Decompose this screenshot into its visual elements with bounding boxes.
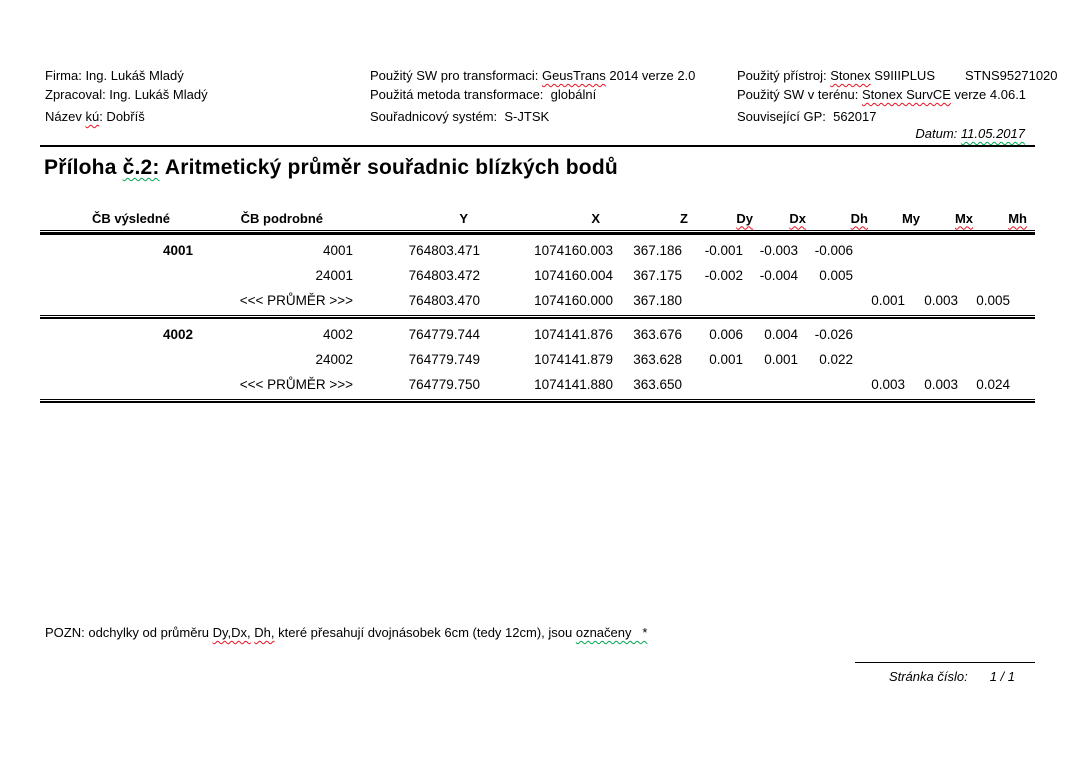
table-cell: -0.004: [759, 268, 798, 283]
table-cell: 1074141.880: [534, 377, 613, 392]
table-cell: 764779.744: [408, 327, 480, 342]
table-cell: 4001: [162, 243, 193, 258]
header-divider-rule: [40, 145, 1035, 147]
page-title: Příloha č.2: Aritmetický průměr souřadnic blízkých bodů: [44, 156, 618, 179]
souradnicovy-system-line: Souřadnicový systém: S-JTSK: [370, 109, 550, 124]
table-cell: 764803.472: [408, 268, 480, 283]
column-header: X: [591, 210, 600, 226]
table-row: [40, 238, 1035, 263]
pristroj-line: Použitý přístroj: Stonex S9IIIPLUS STNS95271020: [737, 68, 1058, 83]
table-cell: 1074160.003: [534, 243, 613, 258]
coordinates-table: [40, 207, 1035, 403]
point-group-4001: [40, 235, 1035, 315]
page-number-line: [889, 669, 1015, 684]
table-bottom-rule: [40, 399, 1035, 403]
table-cell: 764803.470: [408, 293, 480, 308]
table-cell: 4002: [322, 327, 353, 342]
table-cell: 4001: [322, 243, 353, 258]
table-cell: -0.006: [814, 243, 853, 258]
page-number-label: Stránka číslo:: [888, 669, 968, 684]
table-cell: 0.024: [976, 377, 1010, 392]
column-header: ČB výsledné: [91, 210, 170, 226]
table-row-average: [40, 288, 1035, 313]
table-cell: 0.001: [709, 352, 743, 367]
table-row: [40, 322, 1035, 347]
table-cell: 363.650: [633, 377, 682, 392]
header-instrument-block: [737, 66, 1058, 126]
table-header-row: [40, 207, 1035, 229]
point-group-4002: [40, 319, 1035, 399]
table-cell: 0.006: [709, 327, 743, 342]
zpracoval-line: Zpracoval: Ing. Lukáš Mladý: [45, 87, 208, 102]
column-header: Y: [459, 210, 468, 226]
metoda-line: Použitá metoda transformace: globální: [370, 87, 597, 102]
table-cell: 764779.749: [408, 352, 480, 367]
table-cell: 0.005: [976, 293, 1010, 308]
date-line: [915, 126, 1025, 141]
table-cell: 0.001: [764, 352, 798, 367]
table-cell: 0.005: [819, 268, 853, 283]
table-cell: 0.003: [924, 293, 958, 308]
column-header: Z: [680, 210, 688, 226]
footer-divider-rule: [855, 662, 1035, 663]
table-cell: -0.002: [704, 268, 743, 283]
column-header: ČB podrobné: [240, 210, 323, 226]
nazev-ku-line: Název kú: Dobříš: [45, 109, 145, 124]
table-cell: 367.180: [633, 293, 682, 308]
header-software-block: [370, 66, 695, 126]
table-cell: 363.628: [633, 352, 682, 367]
column-header: Dx: [789, 210, 806, 226]
table-cell: 24001: [315, 268, 353, 283]
table-cell: -0.001: [704, 243, 743, 258]
sw-teren-line: Použitý SW v terénu: Stonex SurvCE verze 4.06.1: [737, 87, 1027, 102]
table-cell: 0.022: [819, 352, 853, 367]
table-cell: 0.003: [924, 377, 958, 392]
column-header: Mx: [954, 210, 973, 226]
table-cell: <<< PRŮMĚR >>>: [239, 293, 353, 308]
table-cell: 0.004: [764, 327, 798, 342]
sw-transformace-line: Použitý SW pro transformaci: GeusTrans 2014 verze 2.0: [370, 68, 696, 83]
table-row-average: [40, 372, 1035, 397]
table-cell: 4002: [162, 327, 193, 342]
column-header: Dh: [850, 210, 868, 226]
table-cell: -0.026: [814, 327, 853, 342]
table-cell: 367.186: [633, 243, 682, 258]
column-header: Mh: [1008, 210, 1027, 226]
column-header: My: [901, 210, 920, 226]
date-value: 11.05.2017: [960, 126, 1025, 141]
table-row: [40, 347, 1035, 372]
table-cell: 24002: [315, 352, 353, 367]
table-cell: <<< PRŮMĚR >>>: [239, 377, 353, 392]
table-row: [40, 263, 1035, 288]
header-company-block: [45, 66, 208, 126]
table-cell: 1074141.876: [534, 327, 613, 342]
souvisejici-gp-line: Související GP: 562017: [737, 109, 877, 124]
table-cell: 1074160.004: [534, 268, 613, 283]
table-cell: 367.175: [633, 268, 682, 283]
serial-number: STNS95271020: [965, 68, 1058, 83]
table-cell: 1074160.000: [534, 293, 613, 308]
table-cell: 764779.750: [408, 377, 480, 392]
column-header: Dy: [736, 210, 753, 226]
footnote: POZN: odchylky od průměru Dy,Dx, Dh, které přesahují dvojnásobek 6cm (tedy 12cm), jsou označeny *: [45, 625, 648, 640]
table-cell: 0.003: [871, 377, 905, 392]
table-cell: 0.001: [871, 293, 905, 308]
page-number-value: 1 / 1: [989, 669, 1015, 684]
table-cell: 764803.471: [408, 243, 480, 258]
table-cell: 363.676: [633, 327, 682, 342]
table-cell: 1074141.879: [534, 352, 613, 367]
firma-line: Firma: Ing. Lukáš Mladý: [45, 68, 184, 83]
date-label: Datum:: [915, 126, 961, 141]
table-cell: -0.003: [759, 243, 798, 258]
